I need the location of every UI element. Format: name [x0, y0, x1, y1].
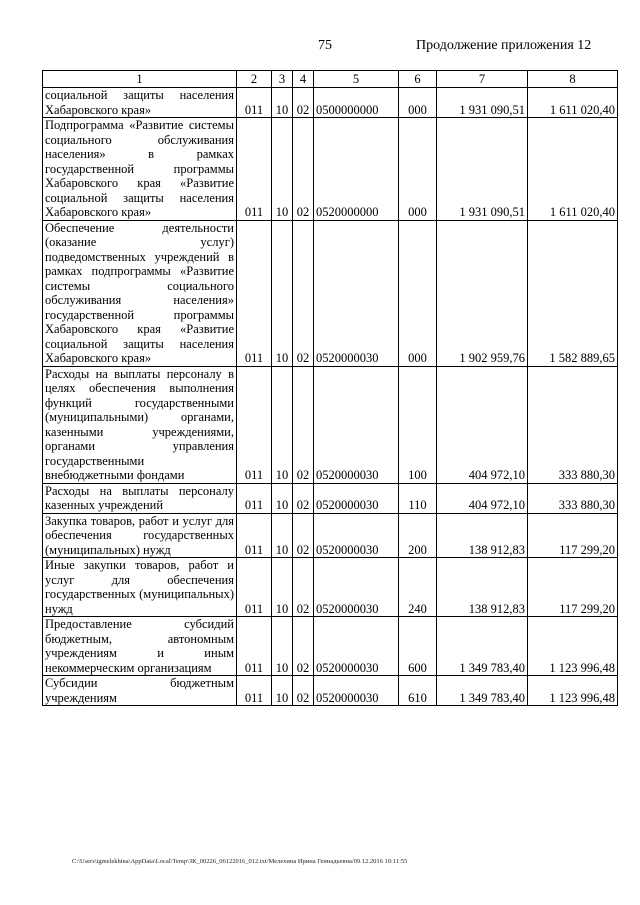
target-article-code: 0520000030 [314, 676, 399, 706]
page-number: 75 [318, 38, 332, 53]
target-article-code: 0520000030 [314, 558, 399, 617]
column-header: 1 [43, 71, 237, 88]
subsection-code: 02 [293, 558, 314, 617]
column-header: 6 [399, 71, 437, 88]
table-row [43, 483, 618, 513]
subsection-code: 02 [293, 118, 314, 221]
column-header: 5 [314, 71, 399, 88]
target-article-code: 0520000030 [314, 483, 399, 513]
amount-col7: 404 972,10 [437, 483, 528, 513]
table-row [43, 558, 618, 617]
table-row [43, 118, 618, 221]
row-name: Иные закупки товаров, работ и услуг для обеспечения государственных (муниципальных) нужд [43, 558, 237, 617]
amount-col7: 1 902 959,76 [437, 220, 528, 366]
ministry-code: 011 [237, 558, 272, 617]
subsection-code: 02 [293, 676, 314, 706]
row-name: Субсидии бюджетным учреждениям [43, 676, 237, 706]
row-name: Расходы на выплаты персоналу в целях обеспечения выполнения функций государственными (муниципальными) органами, казенными учреждениями, органами управления государственными внебюджетными фондами [43, 366, 237, 483]
amount-col7: 404 972,10 [437, 366, 528, 483]
amount-col8: 333 880,30 [528, 366, 618, 483]
ministry-code: 011 [237, 118, 272, 221]
section-code: 10 [272, 513, 293, 558]
row-name: Расходы на выплаты персоналу казенных учреждений [43, 483, 237, 513]
file-path-footer: C:\Users\igmelekhina\AppData\Local\Temp\ЗК_00226_06122016_012.txt/Мелехина Ирина Геннадьевна/09.12.2016 10:11:55 [72, 858, 408, 865]
section-code: 10 [272, 118, 293, 221]
expense-type-code: 110 [399, 483, 437, 513]
amount-col8: 1 123 996,48 [528, 676, 618, 706]
amount-col8: 1 123 996,48 [528, 617, 618, 676]
amount-col7: 1 349 783,40 [437, 676, 528, 706]
table-row [43, 676, 618, 706]
expense-type-code: 610 [399, 676, 437, 706]
subsection-code: 02 [293, 513, 314, 558]
ministry-code: 011 [237, 617, 272, 676]
ministry-code: 011 [237, 220, 272, 366]
column-header: 4 [293, 71, 314, 88]
amount-col7: 1 931 090,51 [437, 118, 528, 221]
target-article-code: 0520000030 [314, 366, 399, 483]
ministry-code: 011 [237, 483, 272, 513]
expense-type-code: 200 [399, 513, 437, 558]
target-article-code: 0520000000 [314, 118, 399, 221]
ministry-code: 011 [237, 88, 272, 118]
section-code: 10 [272, 220, 293, 366]
column-header: 2 [237, 71, 272, 88]
amount-col7: 1 931 090,51 [437, 88, 528, 118]
column-header: 8 [528, 71, 618, 88]
amount-col8: 1 611 020,40 [528, 88, 618, 118]
subsection-code: 02 [293, 483, 314, 513]
subsection-code: 02 [293, 220, 314, 366]
target-article-code: 0520000030 [314, 617, 399, 676]
amount-col8: 1 611 020,40 [528, 118, 618, 221]
section-code: 10 [272, 617, 293, 676]
row-name: Закупка товаров, работ и услуг для обеспечения государственных (муниципальных) нужд [43, 513, 237, 558]
column-header: 3 [272, 71, 293, 88]
subsection-code: 02 [293, 617, 314, 676]
amount-col8: 1 582 889,65 [528, 220, 618, 366]
ministry-code: 011 [237, 513, 272, 558]
target-article-code: 0520000030 [314, 220, 399, 366]
row-name: социальной защиты населения Хабаровского края» [43, 88, 237, 118]
row-name: Обеспечение деятельности (оказание услуг) подведомственных учреждений в рамках подпрограммы «Развитие системы социального обслуживания населения» государственной программы Хабаровского края «Развитие социальной защиты населения Хабаровского края» [43, 220, 237, 366]
table-row [43, 513, 618, 558]
ministry-code: 011 [237, 676, 272, 706]
table-header-row [43, 71, 618, 88]
section-code: 10 [272, 366, 293, 483]
table-row [43, 88, 618, 118]
section-code: 10 [272, 676, 293, 706]
amount-col8: 117 299,20 [528, 558, 618, 617]
section-code: 10 [272, 88, 293, 118]
section-code: 10 [272, 483, 293, 513]
target-article-code: 0520000030 [314, 513, 399, 558]
table-row [43, 220, 618, 366]
expense-type-code: 000 [399, 118, 437, 221]
expense-type-code: 100 [399, 366, 437, 483]
expense-type-code: 000 [399, 220, 437, 366]
table-row [43, 617, 618, 676]
subsection-code: 02 [293, 88, 314, 118]
column-header: 7 [437, 71, 528, 88]
target-article-code: 0500000000 [314, 88, 399, 118]
section-code: 10 [272, 558, 293, 617]
expense-type-code: 600 [399, 617, 437, 676]
expense-type-code: 000 [399, 88, 437, 118]
appendix-continuation-title: Продолжение приложения 12 [416, 38, 592, 53]
row-name: Подпрограмма «Развитие системы социального обслуживания населения» в рамках государственной программы Хабаровского края «Развитие социальной защиты населения Хабаровского края» [43, 118, 237, 221]
ministry-code: 011 [237, 366, 272, 483]
amount-col8: 117 299,20 [528, 513, 618, 558]
amount-col7: 1 349 783,40 [437, 617, 528, 676]
amount-col7: 138 912,83 [437, 558, 528, 617]
budget-table [42, 70, 618, 706]
expense-type-code: 240 [399, 558, 437, 617]
subsection-code: 02 [293, 366, 314, 483]
row-name: Предоставление субсидий бюджетным, автономным учреждениям и иным некоммерческим организациям [43, 617, 237, 676]
amount-col7: 138 912,83 [437, 513, 528, 558]
table-row [43, 366, 618, 483]
amount-col8: 333 880,30 [528, 483, 618, 513]
